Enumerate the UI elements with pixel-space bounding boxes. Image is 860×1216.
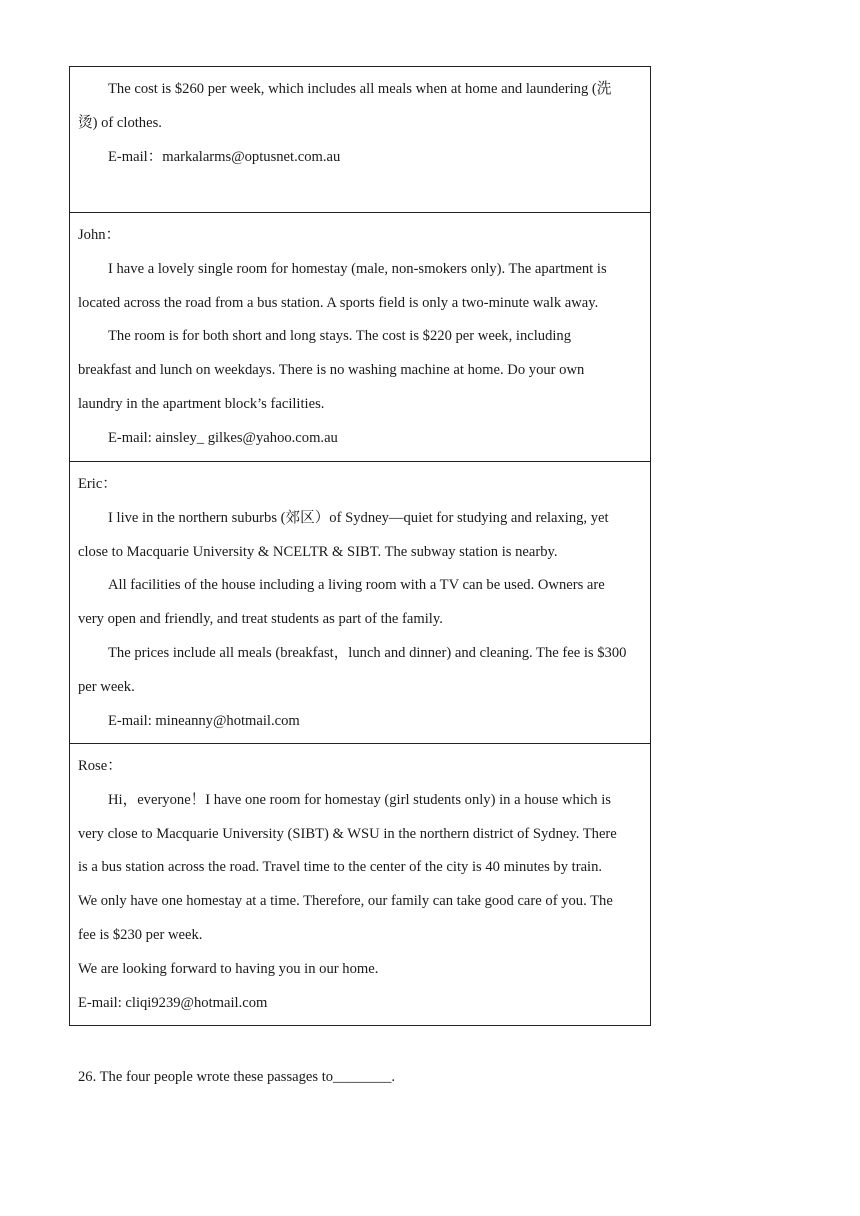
text-line: very open and friendly, and treat students as part of the family. <box>78 611 443 628</box>
text-line: E-mail: mineanny@hotmail.com <box>108 712 300 729</box>
text-line: Hi，everyone！I have one room for homestay (girl students only) in a house which is <box>108 791 611 808</box>
text-line: The prices include all meals (breakfast，lunch and dinner) and cleaning. The fee is $300 <box>108 644 627 661</box>
entry-cell <box>70 212 650 461</box>
text-line: The cost is $260 per week, which includes all meals when at home and laundering (洗 <box>108 81 612 97</box>
text-line: E-mail: ainsley_ gilkes@yahoo.com.au <box>108 429 338 446</box>
entry-cell <box>70 67 650 212</box>
text-line: We only have one homestay at a time. Therefore, our family can take good care of you. The <box>78 893 613 910</box>
text-line: Rose： <box>78 758 122 774</box>
text-line: All facilities of the house including a living room with a TV can be used. Owners are <box>108 577 605 594</box>
text-line: breakfast and lunch on weekdays. There is no washing machine at home. Do your own <box>78 362 585 379</box>
homestay-ads-table <box>69 66 651 1026</box>
text-line: laundry in the apartment block’s facilities. <box>78 395 325 412</box>
text-line: We are looking forward to having you in our home. <box>78 960 379 977</box>
text-line: very close to Macquarie University (SIBT) & WSU in the northern district of Sydney. There <box>78 825 617 842</box>
text-line: The room is for both short and long stays. The cost is $220 per week, including <box>108 328 572 345</box>
text-line: fee is $230 per week. <box>78 926 203 943</box>
text-line: I live in the northern suburbs (郊区）of Sydney—quiet for studying and relaxing, yet <box>108 509 609 526</box>
text-line: is a bus station across the road. Travel time to the center of the city is 40 minutes by train. <box>78 859 603 876</box>
entry-cell <box>70 461 650 743</box>
text-line: per week. <box>78 678 135 695</box>
entry-cell <box>70 743 650 1025</box>
text-line: I have a lovely single room for homestay (male, non-smokers only). The apartment is <box>108 260 607 277</box>
text-line: E-mail：markalarms@optusnet.com.au <box>108 148 341 165</box>
text-line: E-mail: cliqi9239@hotmail.com <box>78 994 268 1011</box>
text-line: John： <box>78 227 121 243</box>
text-line: located across the road from a bus station. A sports field is only a two-minute walk away. <box>78 294 599 311</box>
text-line: Eric： <box>78 476 117 492</box>
question-26: 26. The four people wrote these passages to________. <box>78 1069 396 1085</box>
text-line: 烫) of clothes. <box>78 114 162 131</box>
text-line: close to Macquarie University & NCELTR & SIBT. The subway station is nearby. <box>78 543 558 560</box>
